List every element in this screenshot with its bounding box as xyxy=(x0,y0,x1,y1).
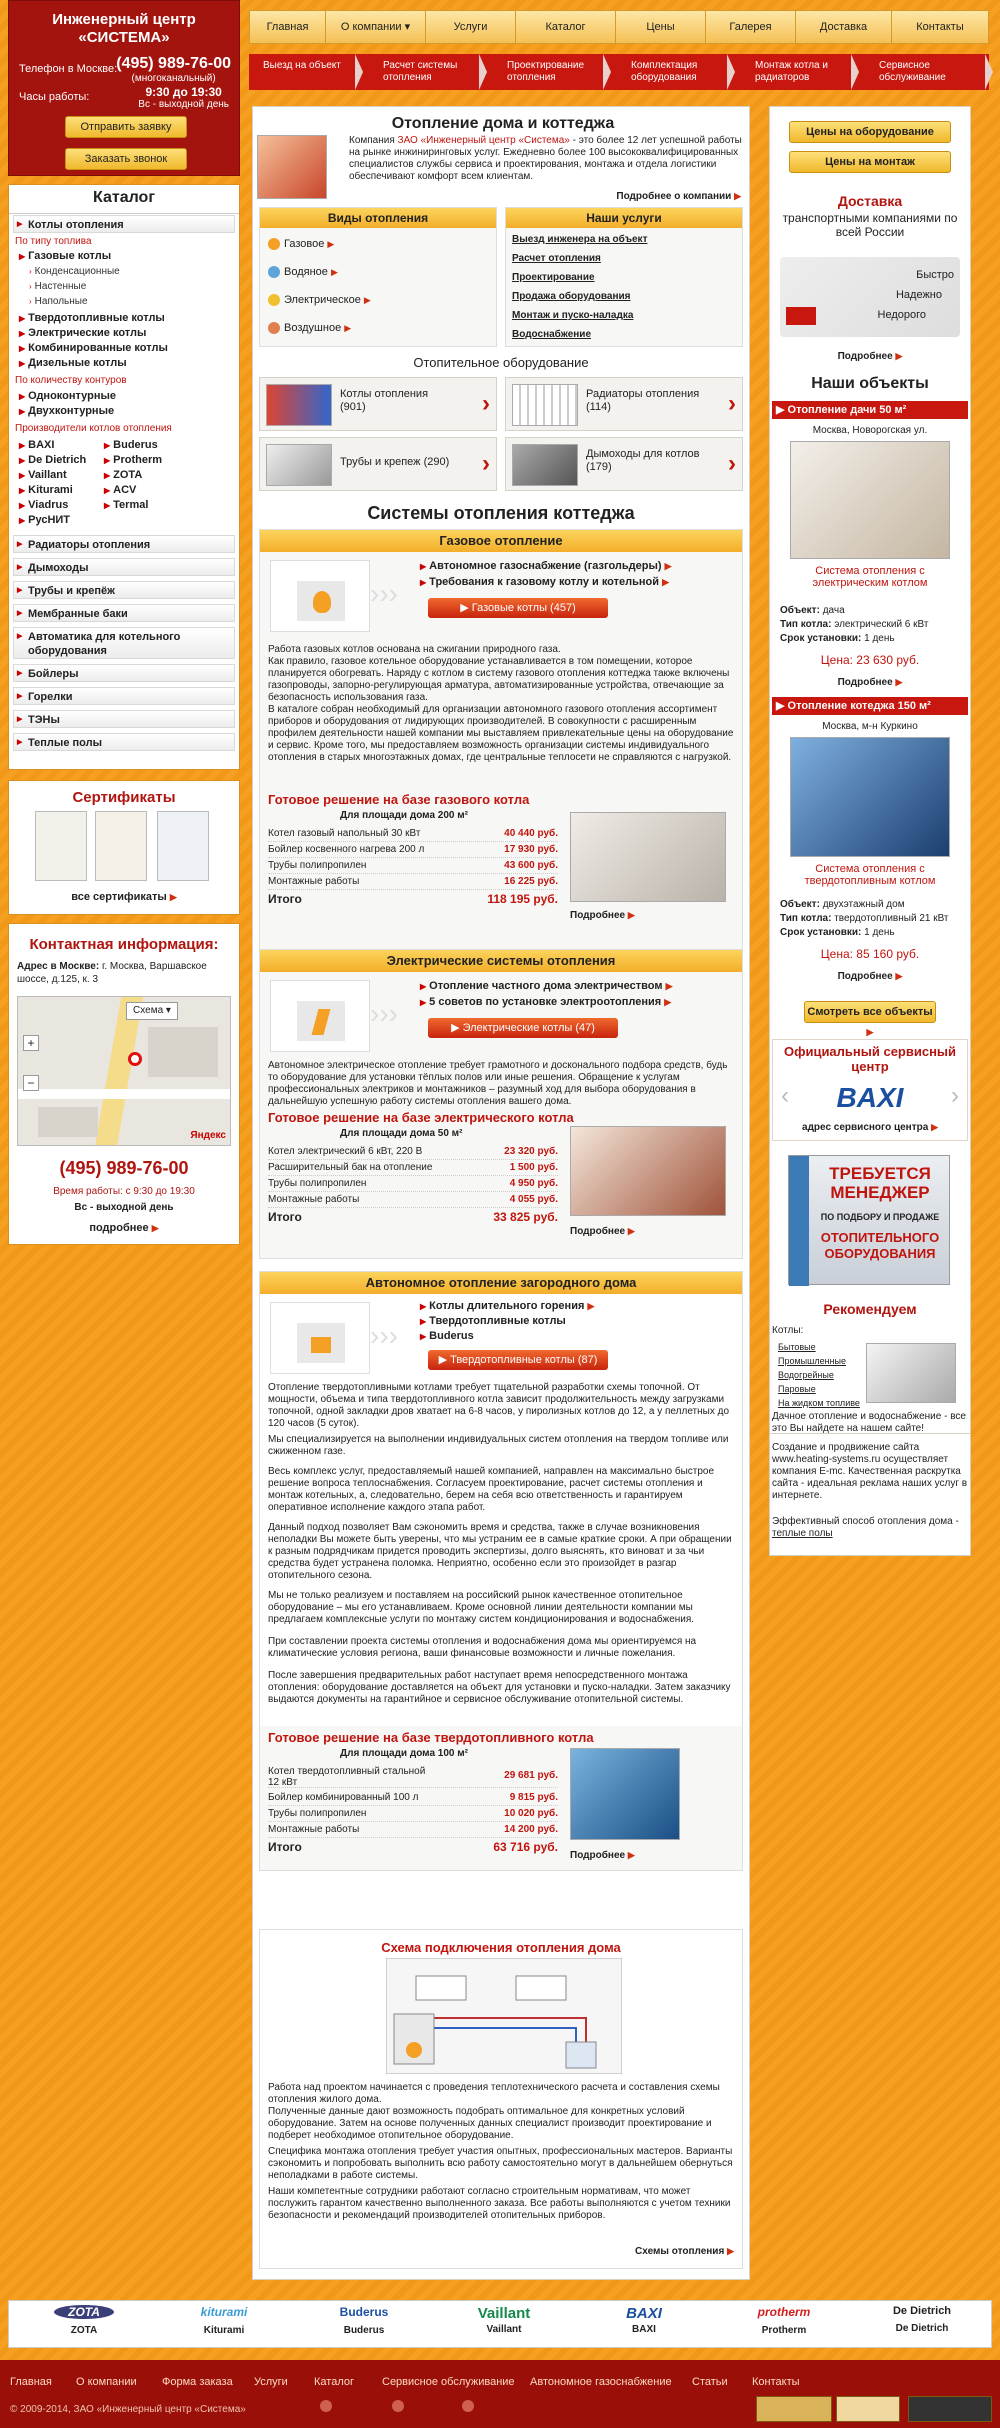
catalog-floors[interactable]: ▶ Теплые полы xyxy=(13,733,235,751)
maker-rusnit[interactable]: ▶ РусНИТ xyxy=(19,514,71,526)
scheme-text-2: Полученные данные дают возможность подобрать оптимальное для конкретных условий оборудование. Затем на основе полученных данных специалист производит проектирование и подберет необходимое отопительное оборудование. xyxy=(268,2106,712,2141)
objects-title: Наши объекты xyxy=(811,375,929,392)
maker-vaillant[interactable]: ▶ Vaillant xyxy=(19,469,67,481)
catalog-heaters[interactable]: ▶ ТЭНы xyxy=(13,710,235,728)
all-certificates-link[interactable]: все сертификаты ▶ xyxy=(71,891,177,903)
footer xyxy=(0,2360,1000,2428)
cat-floor[interactable]: › Напольные xyxy=(29,296,88,307)
brand-vaillant[interactable]: Vaillant Vaillant xyxy=(477,2305,531,2335)
solid-section xyxy=(259,1271,743,1871)
recommend-household[interactable]: Бытовые xyxy=(778,1342,816,1352)
service-design[interactable]: Проектирование xyxy=(512,272,595,283)
by-circuits-label: По количеству контуров xyxy=(15,375,127,386)
equipment-title: Отопительное оборудование xyxy=(413,355,589,370)
delivery-word: Быстро xyxy=(916,269,954,281)
cat-double-circuit[interactable]: ▶ Двухконтурные xyxy=(19,405,115,417)
header-hours: 9:30 до 19:30 Вс - выходной день xyxy=(138,85,229,110)
footer-link-contacts[interactable]: Контакты xyxy=(752,2376,800,2388)
sub-nav xyxy=(249,54,989,90)
contact-more-link[interactable]: подробнее ▶ xyxy=(89,1222,159,1234)
electric-link-private[interactable]: ▶ Отопление частного дома электричеством ▶ xyxy=(420,980,673,992)
map-zoom-in-button[interactable]: + xyxy=(23,1035,39,1051)
main-content xyxy=(252,106,750,2280)
certificate-thumb[interactable] xyxy=(95,811,147,881)
chevron-left-icon[interactable]: ‹ xyxy=(781,1082,789,1109)
nav-gallery[interactable]: Галерея xyxy=(706,11,796,43)
flame-icon xyxy=(406,2042,422,2058)
price-row: Котел твердотопливный стальной 12 кВт 29 681 руб. xyxy=(268,1766,558,1788)
type-water[interactable]: Водяное ▶ xyxy=(268,266,338,278)
recommend-industrial[interactable]: Промышленные xyxy=(778,1356,847,1366)
house-bolt-icon xyxy=(270,980,370,1052)
equipment-count: (179) xyxy=(586,461,612,473)
brand-baxi[interactable]: BAXI BAXI xyxy=(626,2305,662,2335)
phone-label: Телефон в Москве: xyxy=(19,63,118,75)
catalog-boilers[interactable]: ▶ Котлы отопления xyxy=(13,215,235,233)
radiator-shape xyxy=(516,1976,566,2000)
service-calc[interactable]: Расчет отопления xyxy=(512,253,601,264)
intro-title: Отопление дома и коттеджа xyxy=(391,115,615,132)
about-company-link[interactable]: Подробнее о компании ▶ xyxy=(616,191,741,202)
footer-link-services[interactable]: Услуги xyxy=(254,2376,288,2388)
equipment-chimneys[interactable] xyxy=(505,437,743,491)
makers-label: Производители котлов отопления xyxy=(15,423,172,434)
price-row: Котел электрический 6 кВт, 220 В 23 320 руб. xyxy=(268,1146,558,1160)
solid-more-link[interactable]: Подробнее ▶ xyxy=(570,1850,635,1861)
order-call-button[interactable]: Заказать звонок xyxy=(65,148,187,170)
footer-link-service[interactable]: Сервисное обслуживание xyxy=(382,2376,515,2388)
maker-acv[interactable]: ▶ ACV xyxy=(104,484,137,496)
price-row: Монтажные работы 4 055 руб. xyxy=(268,1194,558,1208)
solid-solution-image[interactable] xyxy=(570,1748,680,1840)
gas-area: Для площади дома 200 м² xyxy=(340,810,468,821)
cat-solid[interactable]: ▶ Твердотопливные котлы xyxy=(19,312,165,324)
price-row: Бойлер косвенного нагрева 200 л 17 930 руб. xyxy=(268,844,558,858)
contact-address: Адрес в Москве: г. Москва, Варшавское шоссе, д.125, к. 3 xyxy=(17,961,207,985)
recommend-water[interactable]: Водогрейные xyxy=(778,1370,834,1380)
rating-counter[interactable] xyxy=(756,2396,832,2422)
certificates-panel xyxy=(8,780,240,915)
contact-hours: Время работы: с 9:30 до 19:30 xyxy=(53,1186,195,1197)
service-visit[interactable]: Выезд инженера на объект xyxy=(512,234,648,245)
equipment-count: (114) xyxy=(586,401,611,413)
radiator-shape xyxy=(416,1976,466,2000)
solid-text-2: Мы специализируется на выполнении индивидуальных систем отопления на твердом топливе или сжиженном газе. xyxy=(268,1434,729,1457)
map-brand: Яндекс xyxy=(190,1130,226,1141)
catalog-chimneys[interactable]: ▶ Дымоходы xyxy=(13,558,235,576)
object-1-price: Цена: 23 630 руб. xyxy=(820,653,920,667)
brand-protherm[interactable]: protherm Protherm xyxy=(757,2305,811,2336)
price-row: Монтажные работы 16 225 руб. xyxy=(268,876,558,890)
maker-protherm[interactable]: ▶ Protherm xyxy=(104,454,163,466)
service-water[interactable]: Водоснабжение xyxy=(512,329,591,340)
gas-ready-title: Готовое решение на базе газового котла xyxy=(268,792,530,807)
object-1-more[interactable]: Подробнее ▶ xyxy=(837,677,903,688)
heating-scheme-diagram[interactable] xyxy=(386,1958,622,2074)
object-2-more[interactable]: Подробнее ▶ xyxy=(837,971,903,982)
cat-gas-boilers[interactable]: ▶ Газовые котлы xyxy=(19,250,112,262)
map-zoom-out-button[interactable]: − xyxy=(23,1075,39,1091)
scheme-title: Схема подключения отопления дома xyxy=(381,1940,621,1955)
catalog-burners[interactable]: ▶ Горелки xyxy=(13,687,235,705)
service-center-box[interactable] xyxy=(772,1039,968,1141)
electric-more-link[interactable]: Подробнее ▶ xyxy=(570,1226,635,1237)
equipment-radiators[interactable] xyxy=(505,377,743,431)
nav-about[interactable]: О компании ▾ xyxy=(326,11,426,43)
house-image xyxy=(257,135,327,199)
warm-floors-link[interactable]: теплые полы xyxy=(772,1528,833,1539)
certificate-thumb[interactable] xyxy=(35,811,87,881)
object-2-type: Тип котла: твердотопливный 21 кВт xyxy=(780,913,949,924)
equipment-pipes[interactable] xyxy=(259,437,497,491)
recommend-steam[interactable]: Паровые xyxy=(778,1384,816,1394)
scheme-more-link[interactable]: Схемы отопления ▶ xyxy=(635,2246,734,2257)
gas-section-title: Газовое отопление xyxy=(260,530,742,552)
subnav-design[interactable]: Проектирование отопления xyxy=(493,58,603,86)
catalog-automation[interactable]: ▶ Автоматика для котельного оборудования xyxy=(13,627,235,659)
house-flame-icon xyxy=(270,560,370,632)
service-center-link[interactable]: адрес сервисного центра ▶ xyxy=(802,1122,938,1133)
price-row: Котел газовый напольный 30 кВт 40 440 руб. xyxy=(268,828,558,842)
certificates-title: Сертификаты xyxy=(72,789,176,806)
by-fuel-label: По типу топлива xyxy=(15,236,92,247)
recommend-liquid[interactable]: На жидком топливе xyxy=(778,1398,860,1408)
cat-combined[interactable]: ▶ Комбинированные котлы xyxy=(19,342,168,354)
gas-link-requirements[interactable]: ▶ Требования к газовому котлу и котельной ▶ xyxy=(420,576,669,588)
subnav-equipment[interactable]: Комплектация оборудования xyxy=(617,58,727,86)
solid-link-buderus[interactable]: ▶ Buderus xyxy=(420,1330,474,1342)
map[interactable] xyxy=(17,996,231,1146)
equipment-name: Радиаторы отопления xyxy=(586,388,700,400)
electric-area: Для площади дома 50 м² xyxy=(340,1128,463,1139)
nav-catalog[interactable]: Каталог xyxy=(516,11,616,43)
heating-types-title: Виды отопления xyxy=(260,208,496,228)
chevron-right-icon: › xyxy=(482,450,490,477)
object-2-caption[interactable]: Система отопления с твердотопливным котлом xyxy=(804,863,936,887)
maker-kiturami[interactable]: ▶ Kiturami xyxy=(19,484,73,496)
maker-buderus[interactable]: ▶ Buderus xyxy=(104,439,158,451)
fan-icon xyxy=(268,322,280,334)
right-column xyxy=(769,106,971,1434)
cat-condensing[interactable]: › Конденсационные xyxy=(29,266,120,277)
social-icon[interactable] xyxy=(462,2400,474,2412)
nav-contacts[interactable]: Контакты xyxy=(916,21,964,33)
equipment-name: Котлы отопления xyxy=(340,388,429,400)
solid-text-5: Мы не только реализуем и поставляем на российский рынок качественное отопительное оборудование – мы его устанавливаем. Кроме основной линии деятельности компании мы предлагаем комплексные услуги по монтажу систем кондиционирования и водоснабжения. xyxy=(268,1590,695,1625)
all-objects-button[interactable]: Смотреть все объекты ▶ xyxy=(804,1001,936,1023)
header-phone: (495) 989-76-00 (многоканальный) xyxy=(116,55,231,84)
maker-termal[interactable]: ▶ Termal xyxy=(104,499,149,511)
chevrons-right-icon: ››› xyxy=(370,578,398,609)
gas-solution-image[interactable] xyxy=(570,812,726,902)
object-1-image[interactable] xyxy=(790,441,950,559)
company-link[interactable]: ЗАО «Инженерный центр «Система» xyxy=(397,135,570,146)
brand-dedietrich[interactable]: De Dietrich De Dietrich xyxy=(892,2305,952,2334)
systems-title: Системы отопления коттеджа xyxy=(367,503,635,523)
recommend-label: Котлы: xyxy=(772,1325,804,1336)
chevron-right-icon: › xyxy=(728,390,736,417)
footer-link-home[interactable]: Главная xyxy=(10,2376,52,2388)
object-2-price: Цена: 85 160 руб. xyxy=(820,947,920,961)
vacancy-title: ТРЕБУЕТСЯ МЕНЕДЖЕР xyxy=(829,1164,931,1202)
mounting-prices-button[interactable]: Цены на монтаж xyxy=(789,151,951,173)
nav-delivery[interactable]: Доставка xyxy=(796,11,892,43)
type-electric[interactable]: Электрическое ▶ xyxy=(268,294,371,306)
send-request-button[interactable]: Отправить заявку xyxy=(65,116,187,138)
subnav-calculation[interactable]: Расчет системы отопления xyxy=(369,58,479,86)
recommend-text-3: Эффективный способ отопления дома - теплые полы xyxy=(772,1516,959,1539)
delivery-map xyxy=(780,257,960,337)
certificate-thumb[interactable] xyxy=(157,811,209,881)
nav-services[interactable]: Услуги xyxy=(426,11,516,43)
price-row: Трубы полипропилен 4 950 руб. xyxy=(268,1178,558,1192)
brand-buderus[interactable]: Buderus Buderus xyxy=(339,2305,389,2336)
nav-home[interactable]: Главная xyxy=(250,11,326,43)
chevrons-right-icon: ››› xyxy=(370,1320,398,1351)
footer-link-catalog[interactable]: Каталог xyxy=(314,2376,354,2388)
equipment-boilers[interactable] xyxy=(259,377,497,431)
object-2-header[interactable]: ▶ Отопление котеджа 150 м² xyxy=(772,697,968,715)
catalog-panel xyxy=(8,184,240,770)
vacancy-role: ОТОПИТЕЛЬНОГО ОБОРУДОВАНИЯ xyxy=(820,1230,940,1261)
scheme-section xyxy=(259,1929,743,2269)
main-nav xyxy=(249,10,989,44)
nav-prices[interactable]: Цены xyxy=(616,11,706,43)
subnav-visit[interactable]: Выезд на объект xyxy=(249,58,355,86)
solid-boilers-button[interactable]: ▶ Твердотопливные котлы (87) xyxy=(428,1350,608,1370)
map-pin-icon[interactable] xyxy=(128,1052,142,1066)
maker-baxi[interactable]: ▶ BAXI xyxy=(19,439,55,451)
brand-zota[interactable]: ZOTA ZOTA xyxy=(19,2305,149,2336)
intro-text: Компания ЗАО «Инженерный центр «Система» - это более 12 лет успешной работы на рынке инжиниринговых услуг. Ежедневно более 100 высококвалифицированных специалистов службы сервиса и проектирования, монтажа и отдела логистики обеспечивают комфорт всем клиентам. xyxy=(349,135,742,182)
solid-text-4: Данный подход позволяет Вам сэкономить время и средства, также в случае возникновения неполадки Вы можете быть уверены, что мы устраним ее в самые краткие сроки. А при обращении к разным подрядчикам придется проводить экспертизы, долго выяснять, кто виноват и за чьи средства будет устранена поломка. Неприятно, особенно если это произойдет в разгар отопительного сезона. xyxy=(268,1522,732,1581)
truck-icon xyxy=(786,307,816,325)
vacancy-sub: ПО ПОДБОРУ И ПРОДАЖЕ xyxy=(820,1212,940,1222)
electric-solution-image[interactable] xyxy=(570,1126,726,1216)
price-row: Монтажные работы 14 200 руб. xyxy=(268,1824,558,1838)
company-title[interactable]: Инженерный центр «СИСТЕМА» xyxy=(52,11,196,46)
object-1-caption[interactable]: Система отопления с электрическим котлом xyxy=(812,565,928,589)
contact-phone: (495) 989-76-00 xyxy=(59,1158,189,1178)
object-1-type: Тип котла: электрический 6 кВт xyxy=(780,619,929,630)
services-title: Наши услуги xyxy=(506,208,742,228)
chevron-right-icon: › xyxy=(482,390,490,417)
solid-text-6: При составлении проекта системы отопления и водоснабжения дома мы ориентируемся на климатические условия региона, ваши финансовые возможности и личные пожелания. xyxy=(268,1636,697,1659)
type-air[interactable]: Воздушное ▶ xyxy=(268,322,351,334)
scheme-text-3: Специфика монтажа отопления требует участия опытных, профессиональных мастеров. Варианты сэкономить и попробовать выполнить всю работу самостоятельно могут в дальнейшем обернуться неполадками в работе системы. xyxy=(268,2146,733,2181)
gas-boilers-button[interactable]: ▶ Газовые котлы (457) xyxy=(428,598,608,618)
hours-label: Часы работы: xyxy=(19,91,90,103)
brand-kiturami[interactable]: kiturami Kiturami xyxy=(200,2305,248,2336)
contact-panel xyxy=(8,923,240,1245)
catalog-pipes[interactable]: ▶ Трубы и крепёж xyxy=(13,581,235,599)
catalog-radiators[interactable]: ▶ Радиаторы отопления xyxy=(13,535,235,553)
price-row: Трубы полипропилен 10 020 руб. xyxy=(268,1808,558,1822)
price-row: Трубы полипропилен 43 600 руб. xyxy=(268,860,558,874)
services-box xyxy=(505,207,743,347)
catalog-title: Каталог xyxy=(9,185,239,214)
recommend-title: Рекомендуем xyxy=(823,1301,917,1317)
stats-counter[interactable] xyxy=(908,2396,992,2422)
object-2-image[interactable] xyxy=(790,737,950,857)
contact-weekend: Вс - выходной день xyxy=(74,1202,174,1213)
catalog-tanks[interactable]: ▶ Мембранные баки xyxy=(13,604,235,622)
solid-total: Итого 63 716 руб. xyxy=(268,1840,558,1854)
radiators-image xyxy=(512,384,578,426)
cat-wall[interactable]: › Настенные xyxy=(29,281,87,292)
equipment-count: (290) xyxy=(423,456,450,468)
subnav-service[interactable]: Сервисное обслуживание xyxy=(865,58,985,86)
delivery-more-link[interactable]: Подробнее ▶ xyxy=(837,351,903,362)
service-center-title: Официальный сервисный центр xyxy=(783,1044,957,1074)
drop-icon xyxy=(268,266,280,278)
equipment-prices-button[interactable]: Цены на оборудование xyxy=(789,121,951,143)
gas-text-1: Работа газовых котлов основана на сжигании природного газа. xyxy=(268,644,561,655)
solid-text-3: Весь комплекс услуг, предоставляемый нашей компанией, направлен на максимально быстрое решение вопроса теплоснабжения. Согласуем проектирование, расчет системы отопления и монтаж котельных, а, следовательно, берем на себя всю ответственность и гарантируем оперативное исполнение каждого этапа работ. xyxy=(268,1466,715,1513)
scheme-text-1: Работа над проектом начинается с проведения теплотехнического расчета и составления схемы отопления жилого дома. xyxy=(268,2082,720,2105)
house-fire-icon xyxy=(270,1302,370,1374)
subnav-mounting[interactable]: Монтаж котла и радиаторов xyxy=(741,58,851,86)
footer-link-gas[interactable]: Автономное газоснабжение xyxy=(530,2376,672,2388)
solid-text-7: После завершения предварительных работ наступает время непосредственного монтажа отопления: оборудование доставляется на объект для установки и пуско-наладки. Затем заказчику выдаются документы на гарантийное и сервисное обслуживание отопительной системы. xyxy=(268,1670,731,1705)
flame-icon xyxy=(268,238,280,250)
pipes-image xyxy=(266,444,332,486)
recommend-text-1: Дачное отопление и водоснабжение - все это Вы найдете на нашем сайте! xyxy=(772,1411,966,1434)
bolt-icon xyxy=(268,294,280,306)
delivery-word: Надежно xyxy=(895,289,942,301)
electric-text: Автономное электрическое отопление требует грамотного и досконального подбора средств, будь то оборудование для установки тёплых полов или иные решения. Обращение к услугам профессиональных электриков и монтажников – разумный ход для выбора оборудования в дальнейшую успешную работу системы отопления вашего дома. xyxy=(268,1060,728,1107)
maker-viadrus[interactable]: ▶ Viadrus xyxy=(19,499,69,511)
solid-section-title: Автономное отопление загородного дома xyxy=(260,1272,742,1294)
chevron-right-icon: › xyxy=(728,450,736,477)
object-1-term: Срок установки: 1 день xyxy=(780,633,895,644)
scheme-text-4: Наши компетентные сотрудники работают согласно строительным нормативам, что может послужить гарантом качественно выполненного заказа. Все работы выполняются с учетом техники безопасности и рекомендаций производителей отопительных приборов. xyxy=(268,2186,731,2221)
type-gas[interactable]: Газовое ▶ xyxy=(268,238,334,250)
brands-strip xyxy=(8,2300,992,2348)
cat-diesel[interactable]: ▶ Дизельные котлы xyxy=(19,357,127,369)
equipment-name: Трубы и крепеж xyxy=(340,456,421,468)
object-1-object: Объект: дача xyxy=(780,605,845,616)
solid-ready-title: Готовое решение на базе твердотопливного котла xyxy=(268,1730,594,1745)
object-1-header[interactable]: ▶ Отопление дачи 50 м² xyxy=(772,401,968,419)
electric-section-title: Электрические системы отопления xyxy=(260,950,742,972)
right-column-text xyxy=(769,1434,971,1556)
gas-total: Итого 118 195 руб. xyxy=(268,892,558,906)
object-2-term: Срок установки: 1 день xyxy=(780,927,895,938)
boilers-image xyxy=(266,384,332,426)
object-2-place: Москва, м-н Куркино xyxy=(822,721,918,732)
gas-link-autonomous[interactable]: ▶ Автономное газоснабжение (газгольдеры) ▶ xyxy=(420,560,672,572)
electric-section xyxy=(259,949,743,1259)
chevrons-right-icon: ››› xyxy=(370,998,398,1029)
service-mount[interactable]: Монтаж и пуско-наладка xyxy=(512,310,634,321)
object-1-place: Москва, Новорогская ул. xyxy=(812,425,928,436)
service-sale[interactable]: Продажа оборудования xyxy=(512,291,631,302)
gas-more-link[interactable]: Подробнее ▶ xyxy=(570,910,635,921)
baxi-logo: BAXI xyxy=(836,1082,904,1113)
copyright: © 2009-2014, ЗАО «Инженерный центр «Система» xyxy=(10,2404,246,2415)
electric-link-tips[interactable]: ▶ 5 советов по установке электроотопления ▶ xyxy=(420,996,672,1008)
heating-types-box xyxy=(259,207,497,347)
electric-total: Итого 33 825 руб. xyxy=(268,1210,558,1224)
maker-dedietrich[interactable]: ▶ De Dietrich xyxy=(19,454,87,466)
solid-text-1: Отопление твердотопливными котлами требует тщательной разработки схемы топочной. От мощности, объема и типа твердотопливного котла зависит продолжительность между загрузками топочной, одной закладки дров хватает на 6-8 часов, у пиролизных котлов до 12, а у пеллетных до 120 часов (5 суток). xyxy=(268,1382,730,1429)
visit-counter[interactable] xyxy=(836,2396,900,2422)
recommend-text-2: Создание и продвижение сайта www.heating-systems.ru осуществляет компания E-mc. Качественная раскрутка сайта - идеальная реклама наших услуг в интернете. xyxy=(772,1442,968,1501)
object-2-object: Объект: двухэтажный дом xyxy=(780,899,905,910)
chevron-right-icon[interactable]: › xyxy=(951,1082,959,1109)
cat-single-circuit[interactable]: ▶ Одноконтурные xyxy=(19,390,117,402)
company-header xyxy=(8,0,240,176)
gas-text-2: Как правило, газовое котельное оборудование устанавливается в том помещении, которое планируется обогревать. Наряду с котлом в систему газового отопления коттеджа также включены газопроводы, запорно-регулирующая арматура, автоматизированные устройства, отвечающие за безопасность использования газа. xyxy=(268,656,730,703)
vacancy-banner[interactable] xyxy=(788,1155,950,1285)
solid-link-solid[interactable]: ▶ Твердотопливные котлы xyxy=(420,1315,566,1327)
recommend-image xyxy=(866,1343,956,1403)
map-mode-select[interactable]: Схема ▾ xyxy=(126,1002,178,1020)
footer-link-about[interactable]: О компании xyxy=(76,2376,137,2388)
footer-link-order[interactable]: Форма заказа xyxy=(162,2376,233,2388)
solid-link-long[interactable]: ▶ Котлы длительного горения ▶ xyxy=(420,1300,595,1312)
cat-electric[interactable]: ▶ Электрические котлы xyxy=(19,327,147,339)
solid-area: Для площади дома 100 м² xyxy=(340,1748,468,1759)
price-row: Бойлер комбинированный 100 л 9 815 руб. xyxy=(268,1792,558,1806)
contact-title: Контактная информация: xyxy=(29,936,219,953)
electric-boilers-button[interactable]: ▶ Электрические котлы (47) xyxy=(428,1018,618,1038)
equipment-count: (901) xyxy=(340,401,366,413)
price-row: Расширительный бак на отопление 1 500 руб. xyxy=(268,1162,558,1176)
maker-zota[interactable]: ▶ ZOTA xyxy=(104,469,143,481)
footer-link-articles[interactable]: Статьи xyxy=(692,2376,728,2388)
delivery-word: Недорого xyxy=(877,309,926,321)
delivery-title: Доставка xyxy=(837,193,903,209)
catalog-boilers-water[interactable]: ▶ Бойлеры xyxy=(13,664,235,682)
delivery-text: транспортными компаниями по всей России xyxy=(782,211,958,239)
gas-text-3: В каталоге собран необходимый для организации автономного газового отопления ассортимент приборов и оборудования от лидирующих производителей. В совокупности с расширенным профилем деятельности нашей компании мы выставляем привлекательные цены на оборудование и сервис. Кроме того, мы предоставляем возможность организации системы индивидуального отопления в старых многоэтажных домах, где центральные теплосети не справляются с нагрузкой. xyxy=(268,704,734,763)
electric-ready-title: Готовое решение на базе электрического котла xyxy=(268,1110,574,1125)
equipment-name: Дымоходы для котлов xyxy=(586,448,700,460)
social-icon[interactable] xyxy=(392,2400,404,2412)
chimneys-image xyxy=(512,444,578,486)
social-icon[interactable] xyxy=(320,2400,332,2412)
